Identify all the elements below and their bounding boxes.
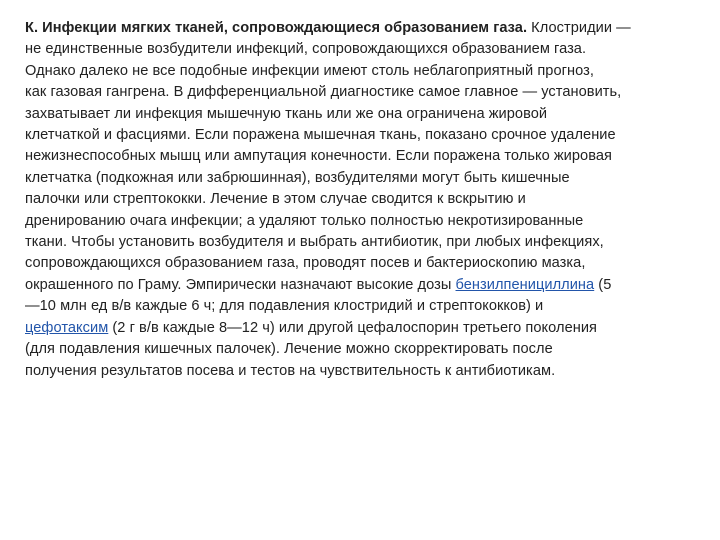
text-line: дренированию очага инфекции; а удаляют только полностью некротизированные [25, 212, 584, 229]
text-line: получения результатов посева и тестов на чувствительность к антибиотикам. [25, 362, 556, 379]
text-line-content: Клостридии — [527, 20, 631, 36]
text-line [25, 318, 697, 339]
text-line: клетчаткой и фасциями. Если поражена мышечная ткань, показано срочное удаление [25, 127, 616, 144]
benzylpenicillin-link[interactable]: бензилпенициллина [455, 276, 595, 293]
text-line: захватывает ли инфекция мышечную ткань или же она ограничена жировой [25, 105, 548, 122]
text-line-content: (5 [594, 276, 612, 293]
text-line [25, 275, 697, 296]
text-line: клетчатка (подкожная или забрюшинная), возбудителями могут быть кишечные [25, 169, 570, 186]
cefotaxime-link[interactable]: цефотаксим [25, 319, 109, 336]
text-line: нежизнеспособных мышц или ампутация конечности. Если поражена только жировая [25, 148, 612, 165]
text-line: Однако далеко не все подобные инфекции имеют столь неблагоприятный прогноз, [25, 62, 594, 79]
text-line-content: (2 г в/в каждые 8—12 ч) или другой цефалоспорин третьего поколения [108, 319, 597, 336]
text-line: ткани. Чтобы установить возбудителя и выбрать антибиотик, при любых инфекциях, [25, 234, 604, 251]
body-text [25, 18, 697, 382]
text-line: палочки или стрептококки. Лечение в этом случае сводится к вскрытию и [25, 191, 526, 208]
text-line: как газовая гангрена. В дифференциальной диагностике самое главное — установить, [25, 84, 622, 101]
text-line: (для подавления кишечных палочек). Лечение можно скорректировать после [25, 341, 553, 358]
text-line-content: окрашенного по Граму. Эмпирически назначают высокие дозы [25, 276, 456, 293]
text-line: не единственные возбудители инфекций, сопровождающихся образованием газа. [25, 41, 587, 58]
section-heading: К. Инфекции мягких тканей, сопровождающиеся образованием газа. [25, 20, 528, 36]
text-line [25, 18, 697, 39]
text-line: —10 млн ед в/в каждые 6 ч; для подавления клостридий и стрептококков) и [25, 298, 544, 315]
text-line: сопровождающихся образованием газа, проводят посев и бактериоскопию мазка, [25, 255, 586, 272]
